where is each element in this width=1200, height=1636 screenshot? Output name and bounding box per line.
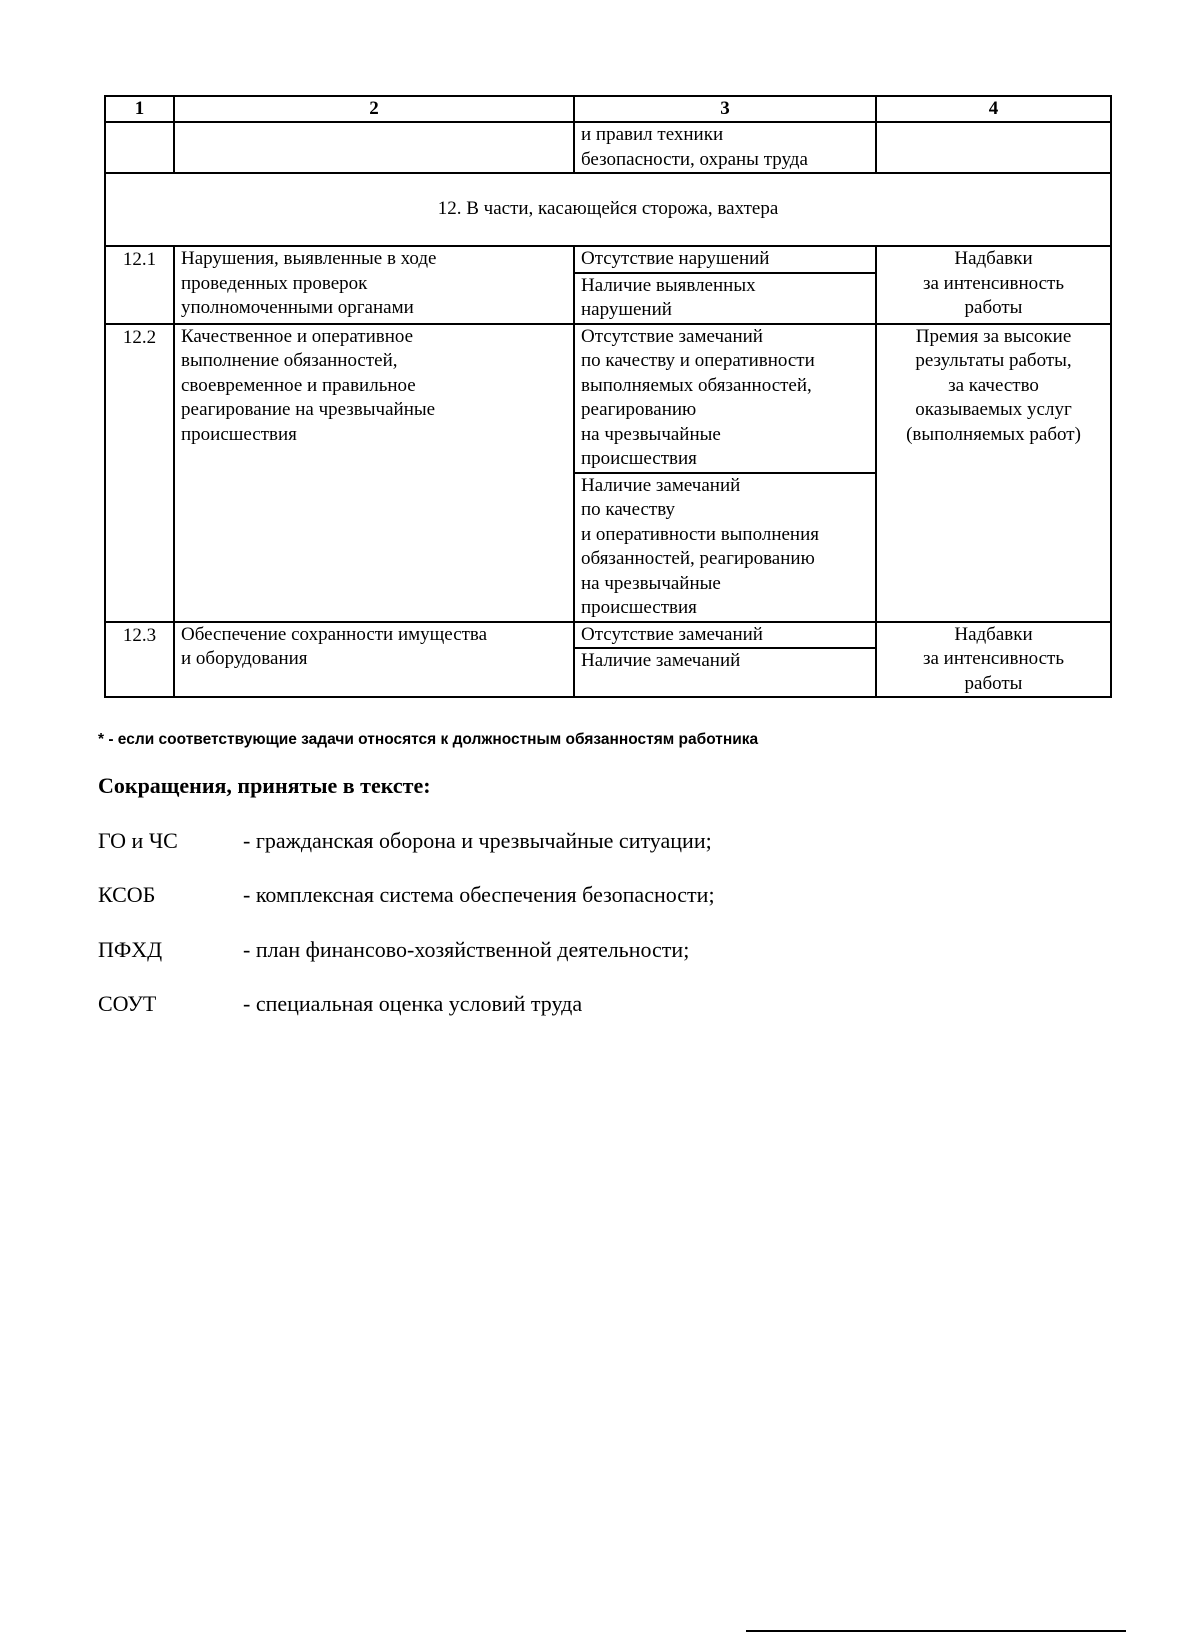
- cell-num: 12.2: [105, 324, 174, 622]
- cell-payment: Надбавки за интенсивность работы: [876, 622, 1111, 698]
- abbreviation-term: ПФХД: [98, 937, 163, 962]
- cell-condition: Наличие замечаний: [574, 648, 876, 697]
- cell-condition: Наличие выявленных нарушений: [574, 273, 876, 324]
- cell-criterion: [174, 122, 574, 173]
- cell-payment: Надбавки за интенсивность работы: [876, 246, 1111, 324]
- table-row: [105, 622, 1111, 649]
- section-row: [105, 173, 1111, 246]
- cell-payment: [876, 122, 1111, 173]
- cell-criterion: Качественное и оперативное выполнение обязанностей, своевременное и правильное реагирование на чрезвычайные происшествия: [174, 324, 574, 622]
- table-row: [105, 324, 1111, 473]
- cell-payment: Премия за высокие результаты работы, за качество оказываемых услуг (выполняемых работ): [876, 324, 1111, 622]
- abbreviation-term: ГО и ЧС: [98, 828, 178, 853]
- continuation-row: [105, 122, 1111, 173]
- cell-condition: Наличие замечаний по качеству и оперативности выполнения обязанностей, реагированию на чрезвычайные происшествия: [574, 473, 876, 622]
- abbreviation-term: КСОБ: [98, 882, 156, 907]
- column-header: 2: [174, 96, 574, 122]
- table-header-row: [105, 96, 1111, 122]
- column-header: 1: [105, 96, 174, 122]
- cell-num: [105, 122, 174, 173]
- cell-condition: и правил техники безопасности, охраны труда: [574, 122, 876, 173]
- criteria-table: [104, 95, 1112, 698]
- cell-criterion: Обеспечение сохранности имущества и оборудования: [174, 622, 574, 698]
- cell-num: 12.3: [105, 622, 174, 698]
- cell-criterion: Нарушения, выявленные в ходе проведенных проверок уполномоченными органами: [174, 246, 574, 324]
- abbreviation-definition: - план финансово-хозяйственной деятельности;: [243, 937, 690, 962]
- abbreviation-definition: - гражданская оборона и чрезвычайные ситуации;: [243, 828, 712, 853]
- abbreviation-definition: - комплексная система обеспечения безопасности;: [243, 882, 715, 907]
- table-row: [105, 246, 1111, 273]
- footnote: * - если соответствующие задачи относятся к должностным обязанностям работника: [98, 731, 759, 748]
- column-header: 3: [574, 96, 876, 122]
- cell-num: 12.1: [105, 246, 174, 324]
- column-header: 4: [876, 96, 1111, 122]
- abbreviations-title: Сокращения, принятые в тексте:: [98, 773, 431, 798]
- page-bottom-rule: [746, 1630, 1126, 1632]
- cell-condition: Отсутствие замечаний: [574, 622, 876, 649]
- cell-condition: Отсутствие нарушений: [574, 246, 876, 273]
- abbreviation-definition: - специальная оценка условий труда: [243, 991, 583, 1016]
- abbreviation-term: СОУТ: [98, 991, 157, 1016]
- section-title: 12. В части, касающейся сторожа, вахтера: [105, 173, 1111, 246]
- cell-condition: Отсутствие замечаний по качеству и оперативности выполняемых обязанностей, реагированию на чрезвычайные происшествия: [574, 324, 876, 473]
